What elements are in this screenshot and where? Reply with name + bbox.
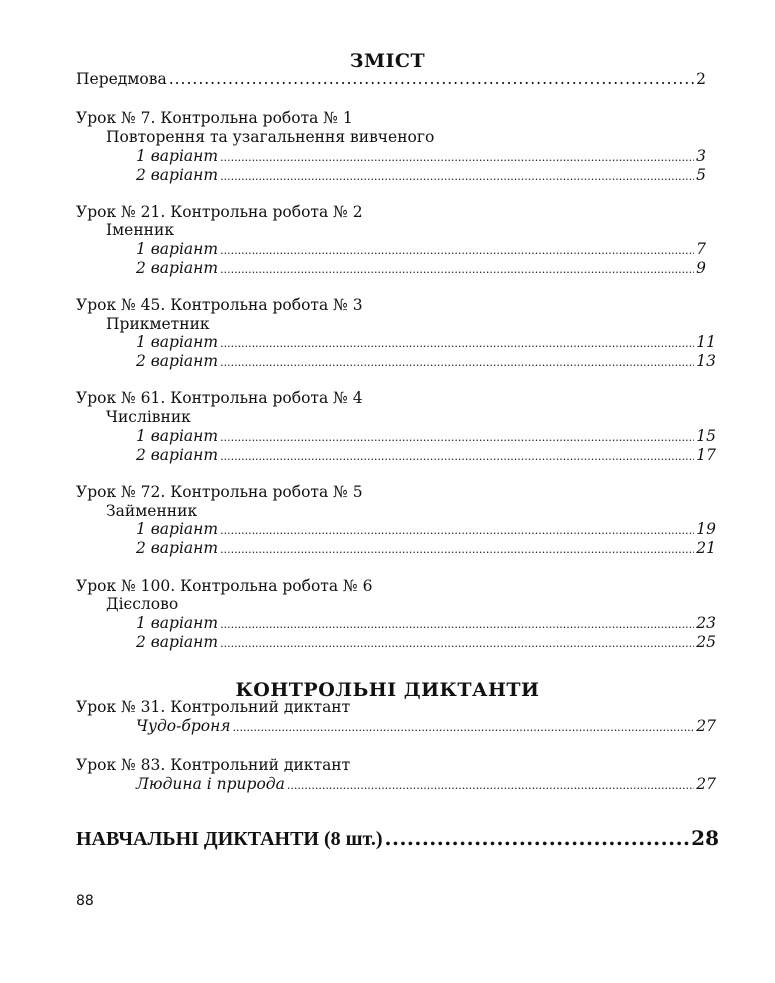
variant-page: 21 — [696, 539, 716, 557]
training-page: 28 — [691, 826, 719, 850]
variant-entry — [136, 539, 716, 559]
dictations-title: КОНТРОЛЬНІ ДИКТАНТИ — [235, 679, 540, 701]
lesson-topic: Числівник — [106, 408, 191, 426]
variant-label: 2 варіант — [136, 633, 219, 651]
dot-leader — [220, 522, 694, 540]
variant-entry — [136, 633, 716, 653]
training-label: НАВЧАЛЬНІ ДИКТАНТИ (8 шт.) — [76, 828, 383, 850]
dictation-label: Чудо-броня — [136, 717, 231, 735]
lesson-heading: Урок № 7. Контрольна робота № 1 — [76, 109, 353, 127]
toc-title: ЗМІСТ — [349, 50, 426, 72]
lesson-heading: Урок № 21. Контрольна робота № 2 — [76, 203, 363, 221]
dot-leader — [385, 827, 690, 849]
lesson-topic: Займенник — [106, 502, 198, 520]
variant-label: 1 варіант — [136, 614, 219, 632]
variant-entry — [136, 240, 706, 260]
entry-label: Передмова — [76, 70, 167, 88]
variant-entry — [136, 166, 706, 186]
dot-leader — [220, 261, 694, 279]
variant-entry — [136, 259, 706, 279]
dot-leader — [220, 168, 694, 186]
lesson-heading: Урок № 100. Контрольна робота № 6 — [76, 577, 373, 595]
toc-entry-preface — [76, 70, 706, 88]
variant-label: 1 варіант — [136, 427, 219, 445]
variant-entry — [136, 352, 716, 372]
variant-label: 2 варіант — [136, 259, 219, 277]
lesson-topic: Прикметник — [106, 315, 210, 333]
variant-page: 3 — [696, 147, 706, 165]
variant-entry — [136, 427, 716, 447]
dictation-page: 27 — [696, 775, 716, 793]
variant-entry — [136, 446, 716, 466]
variant-label: 1 варіант — [136, 333, 219, 351]
variant-entry — [136, 333, 716, 353]
training-dictations-entry — [76, 827, 719, 850]
variant-entry — [136, 520, 716, 540]
dictation-label: Людина і природа — [136, 775, 285, 793]
dot-leader — [220, 429, 694, 447]
dot-leader — [220, 335, 694, 353]
dot-leader — [220, 541, 694, 559]
dot-leader — [220, 635, 694, 653]
variant-label: 1 варіант — [136, 240, 219, 258]
dictation-entry — [136, 717, 716, 737]
lesson-topic: Повторення та узагальнення вивченого — [106, 128, 435, 146]
dot-leader — [220, 354, 694, 372]
variant-page: 5 — [696, 166, 706, 184]
page-number: 88 — [76, 893, 94, 909]
dot-leader — [169, 70, 694, 88]
variant-page: 19 — [696, 520, 716, 538]
variant-page: 9 — [696, 259, 706, 277]
variant-page: 15 — [696, 427, 716, 445]
dot-leader — [233, 719, 695, 737]
variant-label: 2 варіант — [136, 446, 219, 464]
dictation-page: 27 — [696, 717, 716, 735]
dot-leader — [287, 777, 694, 795]
variant-page: 25 — [696, 633, 716, 651]
variant-entry — [136, 614, 716, 634]
variant-page: 13 — [696, 352, 716, 370]
variant-label: 2 варіант — [136, 352, 219, 370]
lesson-topic: Дієслово — [106, 595, 179, 613]
dot-leader — [220, 616, 694, 634]
variant-entry — [136, 147, 706, 167]
variant-page: 7 — [696, 240, 706, 258]
variant-page: 17 — [696, 446, 716, 464]
lesson-heading: Урок № 61. Контрольна робота № 4 — [76, 389, 363, 407]
variant-page: 11 — [696, 333, 716, 351]
dot-leader — [220, 149, 694, 167]
dictation-heading: Урок № 31. Контрольний диктант — [76, 698, 351, 716]
variant-label: 2 варіант — [136, 166, 219, 184]
entry-page: 2 — [696, 70, 706, 88]
variant-label: 2 варіант — [136, 539, 219, 557]
variant-label: 1 варіант — [136, 520, 219, 538]
dot-leader — [220, 448, 694, 466]
variant-label: 1 варіант — [136, 147, 219, 165]
dot-leader — [220, 242, 694, 260]
lesson-topic: Іменник — [106, 221, 175, 239]
lesson-heading: Урок № 45. Контрольна робота № 3 — [76, 296, 363, 314]
dictation-heading: Урок № 83. Контрольний диктант — [76, 756, 351, 774]
lesson-heading: Урок № 72. Контрольна робота № 5 — [76, 483, 363, 501]
variant-page: 23 — [696, 614, 716, 632]
dictation-entry — [136, 775, 716, 795]
